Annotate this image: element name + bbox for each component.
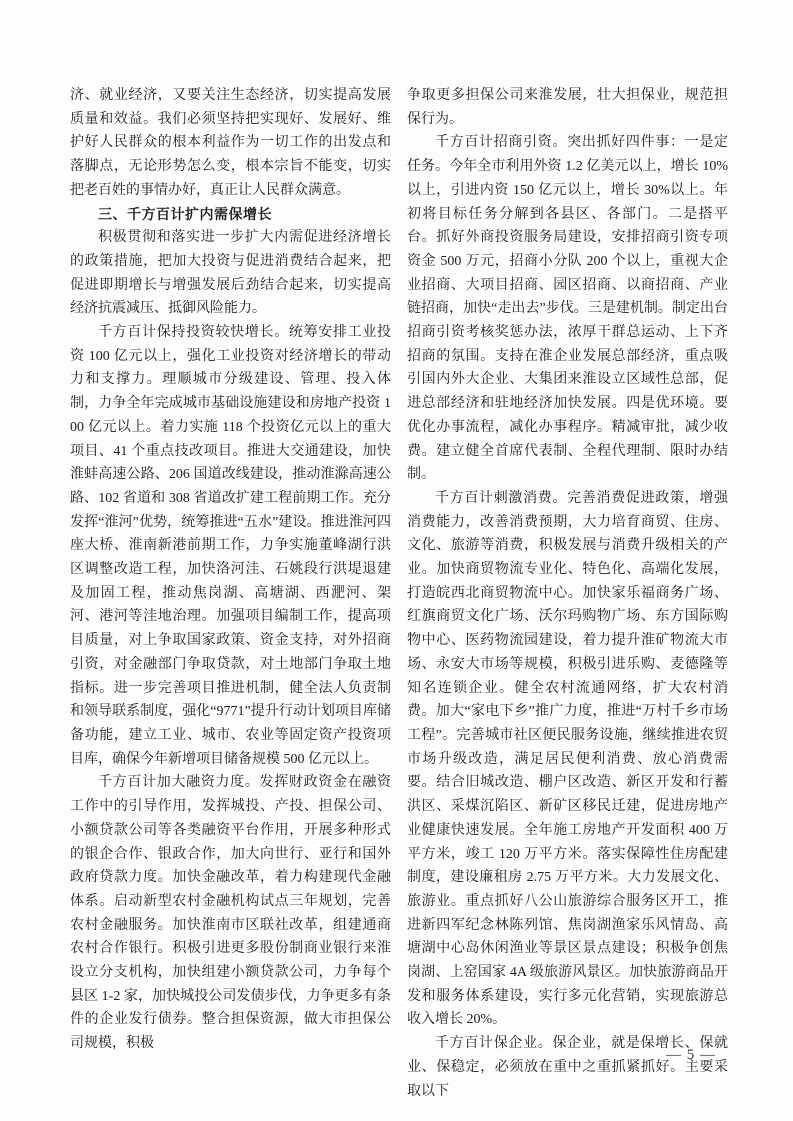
paragraph-continuation: 济、就业经济，又要关注生态经济，切实提高发展质量和效益。我们必须坚持把实现好、发展好、维护好人民群众的根本利益作为一切工作的出发点和落脚点，无论形势怎么变，根本宗旨不能变，切实把老百姓的事情办好，真正让人民群众满意。 [70, 88, 391, 198]
right-column [407, 84, 728, 1103]
paragraph: 千方百计刺激消费。完善消费促进政策，增强消费能力，改善消费预期，大力培育商贸、住房、文化、旅游等消费，积极发展与消费升级相关的产业。加快商贸物流专业化、特色化、高端化发展，打造皖西北商贸物流中心。加快家乐福商务广场、红旗商贸文化广场、沃尔玛购物广场、东方国际购物中心、医药物流园建设，着力提升淮矿物流大市场、永安大市场等规模，积极引进乐购、麦德隆等知名连锁企业。健全农村流通网络，扩大农村消费。加大“家电下乡”推广力度，推进“万村千乡市场工程”。完善城市社区便民服务设施，继续推进农贸市场升级改造，满足居民便利消费、放心消费需要。结合旧城改造、棚户区改造、新区开发和行蓄洪区、采煤沉陷区、新矿区移民迁建，促进房地产业健康快速发展。全年施工房地产开发面积 400 万平方米，竣工 120 万平方米。落实保障性住房配建制度，建设廉租房 2.75 万平方米。大力发展文化、旅游业。重点抓好八公山旅游综合服务区开工，推进新四军纪念林陈列馆、焦岗湖渔家乐风情岛、高塘湖中心岛休闲渔业等景区景点建设；积极争创焦岗湖、上窑国家 4A 级旅游风景区。加快旅游商品开发和服务体系建设，实行多元化营销，实现旅游总收入增长 20%。 [407, 490, 728, 1028]
paragraph: 千方百计保企业。保企业，就是保增长、保就业、保稳定，必须放在重中之重抓紧抓好。主要采取以下 [407, 1036, 728, 1099]
paragraph: 积极贯彻和落实进一步扩大内需促进经济增长的政策措施，把加大投资与促进消费结合起来，把促进即期增长与增强发展后劲结合起来，切实提高经济抗震减压、抵御风险能力。 [70, 230, 391, 317]
section-heading: 三、千方百计扩内需保增长 [98, 205, 272, 222]
text-columns [70, 84, 728, 1103]
paragraph: 千方百计保持投资较快增长。统筹安排工业投资 100 亿元以上，强化工业投资对经济增长的带动力和支撑力。理顺城市分级建设、管理、投入体制，力争全年完成城市基础设施建设和房地产投资 100 亿元以上。着力实施 118 个投资亿元以上的重大项目、41 个重点技改项目。推进大交通建设，加快淮蚌高速公路、206 国道改线建设，推动淮滁高速公路、102 省道和 308 省道改扩建工程前期工作。充分发挥“淮河”优势，统筹推进“五水”建设。推进淮河四座大桥、淮南新港前期工作，力争实施董峰湖行洪区调整改造工程，加快洛河洼、石姚段行洪堤退建及加固工程，推动焦岗湖、高塘湖、西淝河、架河、港河等洼地治理。加强项目编制工作，提高项目质量，对上争取国家政策、资金支持，对外招商引资，对金融部门争取贷款，对土地部门争取土地指标。进一步完善项目推进机制，健全法人负责制和领导联系制度，强化“9771”提升行动计划项目库储备功能，建立工业、城市、农业等固定资产投资项目库，确保今年新增项目储备规模 500 亿元以上。 [70, 325, 391, 767]
paragraph: 千方百计招商引资。突出抓好四件事：一是定任务。今年全市利用外资 1.2 亿美元以上，增长 10%以上，引进内资 150 亿元以上，增长 30%以上。年初将目标任务分解到各县区、各部门。二是搭平台。抓好外商投资服务局建设，安排招商引资专项资金 500 万元，招商小分队 200 个以上，重视大企业招商、大项目招商、园区招商、以商招商、产业链招商，加快“走出去”步伐。三是建机制。制定出台招商引资考核奖惩办法，浓厚干群总运动、上下齐招商的氛围。支持在淮企业发展总部经济，重点吸引国内外大企业、大集团来淮设立区域性总部，促进总部经济和驻地经济加快发展。四是优环境。要优化办事流程，减化办事程序。精减审批，减少收费。建立健全首席代表制、全程代理制、限时办结制。 [407, 135, 728, 483]
page-number: — 5 — [666, 1047, 716, 1063]
left-column [70, 84, 391, 1103]
paragraph: 千方百计加大融资力度。发挥财政资金在融资工作中的引导作用，发挥城投、产投、担保公司、小额贷款公司等各类融资平台作用，开展多种形式的银企合作、银政合作，加大向世行、亚行和国外政府贷款力度。加快金融改革，着力构建现代金融体系。启动新型农村金融机构试点三年规划，完善农村金融服务。加快淮南市区联社改革，组建通商农村合作银行。积极引进更多股份制商业银行来淮设立分支机构，加快组建小额贷款公司，力争每个县区 1-2 家，加快城投公司发债步伐，力争更多有条件的企业发行债券。整合担保资源，做大市担保公司规模，积极 [70, 775, 391, 1052]
paragraph-continuation: 争取更多担保公司来淮发展，壮大担保业，规范担保行为。 [407, 88, 728, 127]
